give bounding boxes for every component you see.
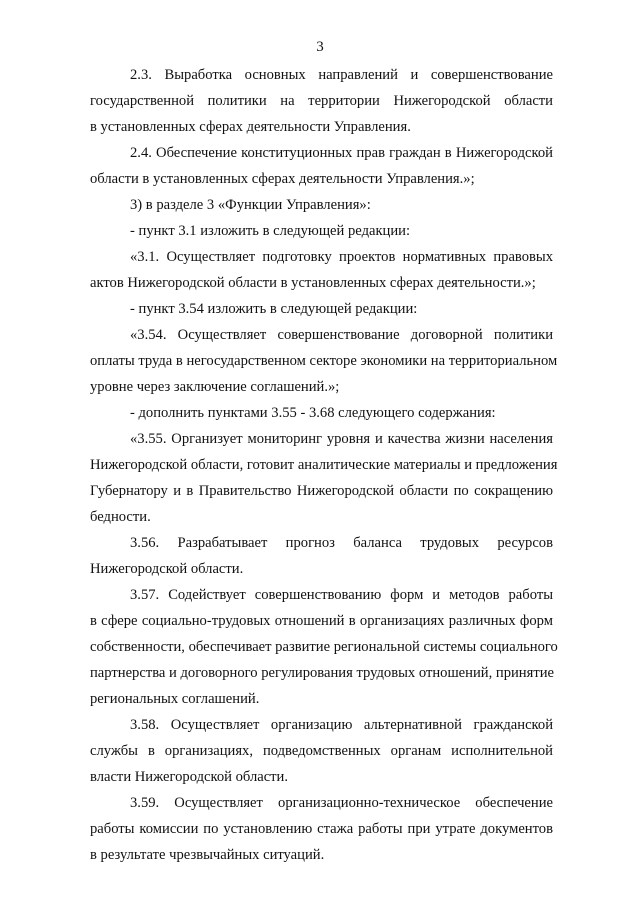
paragraph	[90, 712, 553, 790]
paragraph	[90, 322, 558, 400]
paragraph-line: в результате чрезвычайных ситуаций.	[90, 847, 325, 863]
paragraph-line: партнерства и договорного регулирования трудовых отношений, принятие	[90, 665, 554, 681]
paragraph	[90, 790, 553, 868]
paragraph	[90, 582, 558, 712]
paragraph-line: 2.4. Обеспечение конституционных прав граждан в Нижегородской	[130, 145, 553, 161]
paragraph-line: Губернатору и в Правительство Нижегородской области по сокращению	[90, 483, 553, 499]
paragraph-line: 3.56. Разрабатывает прогноз баланса трудовых ресурсов	[130, 535, 553, 551]
paragraph-line: 3.58. Осуществляет организацию альтернативной гражданской	[130, 717, 553, 733]
paragraph-line: 3.57. Содействует совершенствованию форм и методов работы	[130, 587, 553, 603]
page-number: 3	[316, 39, 324, 55]
paragraph-line: «3.54. Осуществляет совершенствование договорной политики	[130, 327, 553, 343]
paragraph-line: - дополнить пунктами 3.55 - 3.68 следующего содержания:	[130, 405, 496, 421]
paragraph-line: работы комиссии по установлению стажа работы при утрате документов	[90, 821, 553, 837]
paragraph-line: в сфере социально-трудовых отношений в организациях различных форм	[90, 613, 553, 629]
paragraph-line: «3.1. Осуществляет подготовку проектов нормативных правовых	[130, 249, 553, 265]
paragraph	[90, 244, 553, 296]
paragraph-line: бедности.	[90, 509, 151, 525]
paragraph-line: в установленных сферах деятельности Управления.	[90, 119, 411, 135]
paragraph-line: оплаты труда в негосударственном секторе экономики на территориальном	[90, 353, 558, 369]
paragraph	[90, 426, 558, 530]
paragraph-line: - пункт 3.1 изложить в следующей редакции:	[130, 223, 411, 239]
paragraph-line: собственности, обеспечивает развитие региональной системы социального	[90, 639, 558, 655]
paragraph	[90, 400, 553, 426]
paragraph-line: - пункт 3.54 изложить в следующей редакции:	[130, 301, 418, 317]
paragraph-line: актов Нижегородской области в установленных сферах деятельности.»;	[90, 275, 536, 291]
paragraph-line: службы в организациях, подведомственных органам исполнительной	[90, 743, 553, 759]
paragraph	[90, 192, 553, 218]
paragraph-line: власти Нижегородской области.	[90, 769, 289, 785]
paragraph	[90, 62, 553, 140]
paragraph	[90, 530, 553, 582]
paragraph-line: уровне через заключение соглашений.»;	[90, 379, 340, 395]
paragraph-line: «3.55. Организует мониторинг уровня и качества жизни населения	[130, 431, 553, 447]
paragraph-line: региональных соглашений.	[90, 691, 260, 707]
paragraph	[90, 218, 553, 244]
paragraph	[90, 296, 553, 322]
paragraph	[90, 140, 553, 192]
paragraph-line: Нижегородской области.	[90, 561, 244, 577]
paragraph-line: 2.3. Выработка основных направлений и совершенствование	[130, 67, 553, 83]
paragraph-line: Нижегородской области, готовит аналитические материалы и предложения	[90, 457, 558, 473]
document-body	[90, 62, 558, 868]
paragraph-line: 3) в разделе 3 «Функции Управления»:	[130, 197, 371, 213]
paragraph-line: 3.59. Осуществляет организационно-техническое обеспечение	[130, 795, 553, 811]
paragraph-line: области в установленных сферах деятельности Управления.»;	[90, 171, 475, 187]
paragraph-line: государственной политики на территории Нижегородской области	[90, 93, 553, 109]
